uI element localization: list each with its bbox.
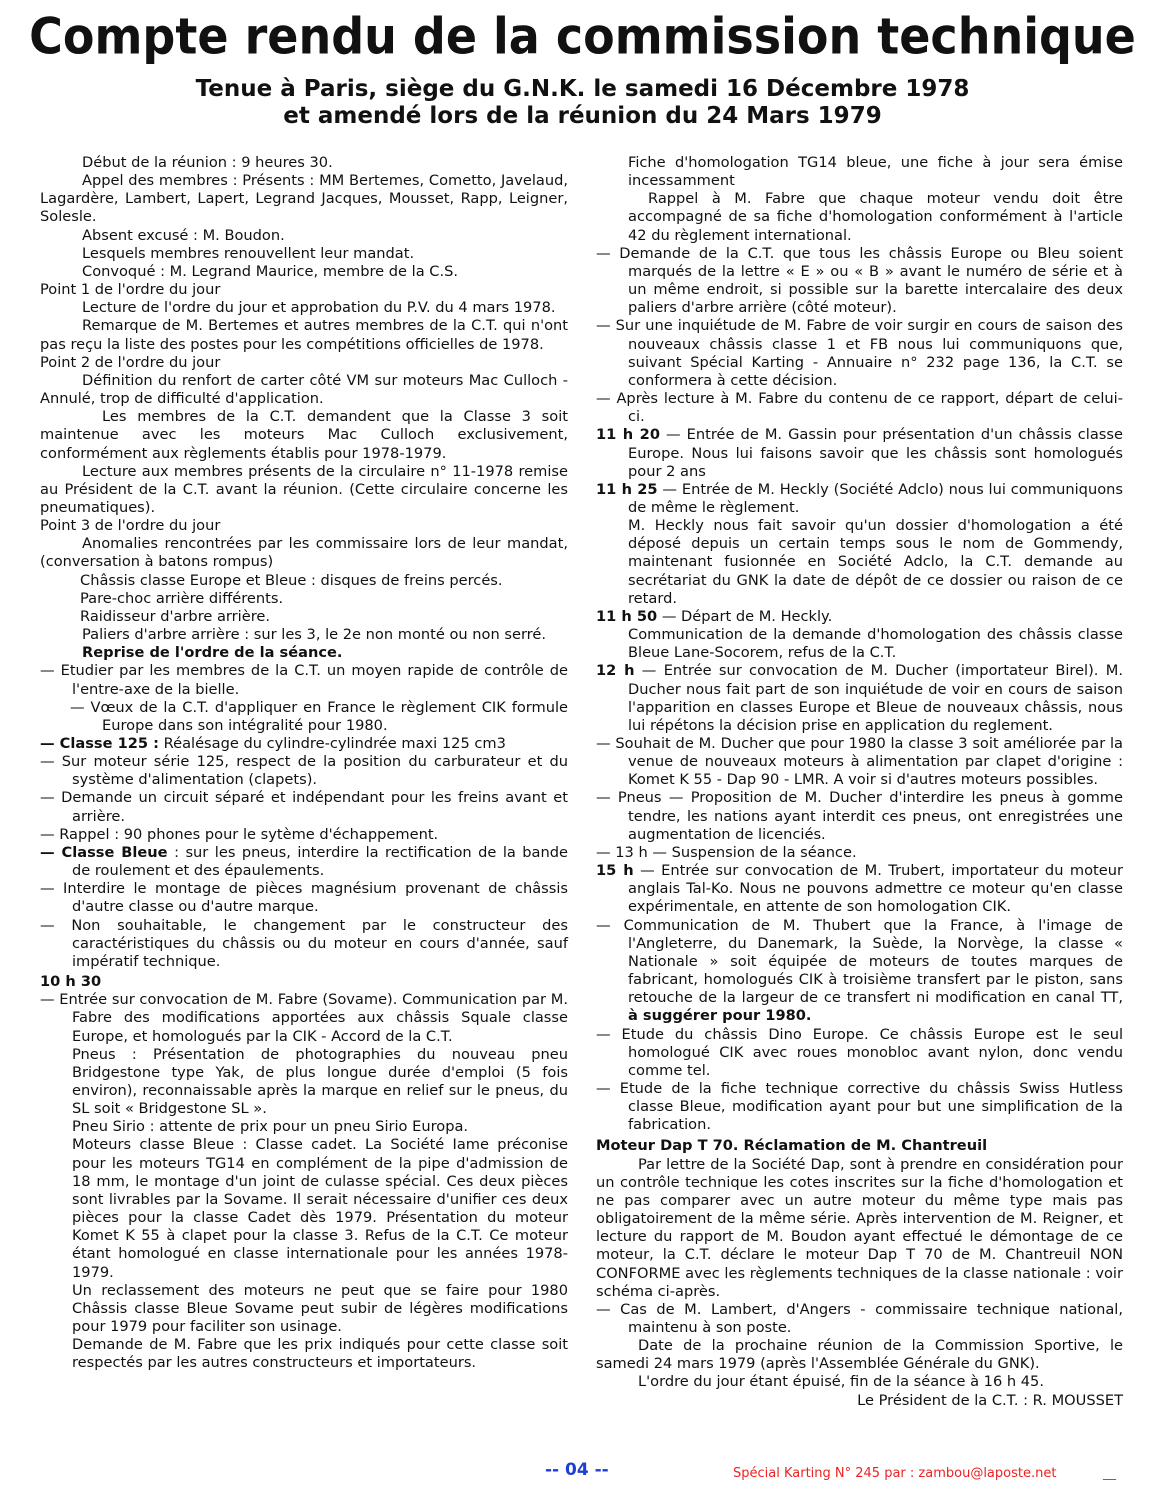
paragraph: Moteurs classe Bleue : Classe cadet. La Société Iame préconise pour les moteurs TG14 en complément de la pipe d'admission de 18 mm, le montage d'un joint de culasse spécial. Ces deux pièces sont livrables par la Sovame. Il serait nécessaire d'unifier ces deux pièces pour la classe Cadet dès 1979. Présentation du moteur Komet K 55 à clapet pour la classe 3. Refus de la C.T. Ce moteur étant homologué en classe internationale pour les années 1978-1979. <box>72 1136 568 1281</box>
dash-item: — 13 h — Suspension de la séance. <box>596 843 857 861</box>
paragraph: Appel des membres : Présents : MM Bertemes, Cometto, Javelaud, Lagardère, Lambert, Lapert, Legrand Jacques, Mousset, Rapp, Leigner, Solesle. <box>40 172 568 226</box>
paragraph: Les membres de la C.T. demandent que la Classe 3 soit maintenue avec les moteurs Mac Culloch exclusivement, conformément aux règlements établis pour 1978-1979. <box>40 408 568 462</box>
paragraph: Pneus : Présentation de photographies du nouveau pneu Bridgestone type Yak, de plus longue durée d'emploi (5 fois environ), reconnaissable après la marque en relief sur le pneus, du SL soit « Bridgestone SL ». <box>72 1045 568 1118</box>
paragraph: Lecture aux membres présents de la circulaire n° 11-1978 remise au Président de la C.T. avant la réunion. (Cette circulaire concerne les pneumatiques). <box>40 462 568 516</box>
paragraph: Début de la réunion : 9 heures 30. <box>82 154 333 171</box>
dash-item: — Etude de la fiche technique corrective du châssis Swiss Hutless classe Bleue, modification ayant pour but une simplification de la fabrication. <box>596 1079 1123 1134</box>
time-label: 11 h 50 <box>596 607 658 625</box>
section-heading: Point 2 de l'ordre du jour <box>40 353 221 371</box>
dash-item: — Sur moteur série 125, respect de la position du carburateur et du système d'alimentation (clapets). <box>40 753 568 789</box>
right-column <box>596 154 1123 1410</box>
list-item: Châssis classe Europe et Bleue : disques de freins percés. <box>80 571 503 589</box>
dash-item: — Après lecture à M. Fabre du contenu de ce rapport, départ de celui-ci. <box>596 390 1123 426</box>
time-item: 15 h — Entrée sur convocation de M. Trubert, importateur du moteur anglais Tal-Ko. Nous ne pouvons admettre ce moteur qu'en classe expérimentale, en attente de son homologation CIK. <box>596 862 1123 916</box>
dash-item: — Entrée sur convocation de M. Fabre (Sovame). Communication par M. Fabre des modifications apportées aux châssis Squale classe Europe, et homologués par la CIK - Accord de la C.T. <box>40 991 568 1045</box>
time-item: 11 h 50 — Départ de M. Heckly. <box>596 607 833 625</box>
paragraph: Absent excusé : M. Boudon. <box>82 226 285 244</box>
subtitle <box>0 76 1165 130</box>
subtitle-line-2: et amendé lors de la réunion du 24 Mars 1979 <box>283 103 882 129</box>
paragraph: Paliers d'arbre arrière : sur les 3, le 2e non monté ou non serré. <box>82 626 546 644</box>
subtitle-line-1: Tenue à Paris, siège du G.N.K. le samedi 16 Décembre 1978 <box>195 76 970 102</box>
time-label: 15 h <box>596 862 634 880</box>
dash-item: — Rappel : 90 phones pour le sytème d'échappement. <box>40 825 439 843</box>
page-title: Compte rendu de la commission technique <box>29 6 1136 66</box>
dash-item: — Souhait de M. Ducher que pour 1980 la classe 3 soit améliorée par la venue de nouveaux moteurs à alimentation par clapet d'origine : Komet K 55 - Dap 90 - LMR. A voir si d'autres moteurs possibles. <box>596 735 1123 789</box>
dash-item: — Etude du châssis Dino Europe. Ce châssis Europe est le seul homologué CIK avec roues monobloc avant nylon, donc vendu comme tel. <box>596 1025 1123 1079</box>
paragraph: Remarque de M. Bertemes et autres membres de la C.T. qui n'ont pas reçu la liste des postes pour les compétitions officielles de 1978. <box>40 317 568 353</box>
paragraph: Fiche d'homologation TG14 bleue, une fiche à jour sera émise incessamment <box>628 154 1123 190</box>
list-item: Raidisseur d'arbre arrière. <box>80 607 271 625</box>
time-label: 11 h 25 <box>596 480 658 498</box>
dash-item: — Cas de M. Lambert, d'Angers - commissaire technique national, maintenu à son poste. <box>596 1300 1123 1336</box>
dash-item: — Non souhaitable, le changement par le constructeur des caractéristiques du châssis ou du moteur en cours d'année, sauf impératif technique. <box>40 916 568 970</box>
signature-line: Le Président de la C.T. : R. MOUSSET <box>857 1391 1123 1409</box>
section-heading: Reprise de l'ordre de la séance. <box>82 644 343 662</box>
paragraph: Demande de M. Fabre que les prix indiqués pour cette classe soit respectés par les autres constructeurs et importateurs. <box>72 1336 568 1372</box>
dash-item: — Pneus — Proposition de M. Ducher d'interdire les pneus à gomme tendre, les nations ayant interdit ces pneus, ont enregistrées une augmentation de licenciés. <box>596 789 1123 843</box>
label-classe-125: — Classe 125 : <box>40 735 159 752</box>
time-label: 12 h <box>596 662 635 680</box>
left-column <box>40 154 568 1372</box>
footer-credit: Spécial Karting N° 245 par : zambou@laposte.net <box>733 1466 1057 1481</box>
dash-item: — Interdire le montage de pièces magnésium provenant de châssis d'autre classe ou d'autre marque. <box>40 880 568 916</box>
dash-item: — Demande de la C.T. que tous les châssis Europe ou Bleu soient marqués de la lettre « E » ou « B » avant le numéro de série et à un même endroit, si possible sur la barette intercalaire des deux paliers d'arbre arrière (côté moteur). <box>596 244 1123 317</box>
time-label: 11 h 20 <box>596 426 660 444</box>
dash-item: — Classe 125 : Réalésage du cylindre-cylindrée maxi 125 cm3 <box>40 735 506 752</box>
footer-mark: __ <box>1103 1466 1116 1481</box>
dash-item: — Demande un circuit séparé et indépendant pour les freins avant et arrière. <box>40 789 568 825</box>
time-item: 11 h 20 — Entrée de M. Gassin pour présentation d'un châssis classe Europe. Nous lui faisons savoir que les châssis sont homologués pour 2 ans <box>596 426 1123 480</box>
time-item: 11 h 25 — Entrée de M. Heckly (Société Adclo) nous lui communiquons de même le règlement. <box>596 480 1123 516</box>
paragraph: Anomalies rencontrées par les commissaire lors de leur mandat, (conversation à batons rompus) <box>40 535 568 571</box>
paragraph: Rappel à M. Fabre que chaque moteur vendu doit être accompagné de sa fiche d'homologation conformément à l'article 42 du règlement international. <box>628 190 1123 244</box>
section-heading: Point 3 de l'ordre du jour <box>40 517 221 535</box>
time-heading: 10 h 30 <box>40 973 102 991</box>
dash-item: — Etudier par les membres de la C.T. un moyen rapide de contrôle de l'entre-axe de la bielle. <box>40 662 568 698</box>
paragraph: L'ordre du jour étant épuisé, fin de la séance à 16 h 45. <box>638 1373 1044 1391</box>
paragraph: Définition du renfort de carter côté VM sur moteurs Mac Culloch - Annulé, trop de difficulté d'application. <box>40 371 568 408</box>
dash-item: — Sur une inquiétude de M. Fabre de voir surgir en cours de saison des nouveaux châssis classe 1 et FB nous lui communiquons que, suivant Spécial Karting - Annuaire n° 232 page 136, la C.T. se conformera à cette décision. <box>596 317 1123 389</box>
list-item: Pare-choc arrière différents. <box>80 589 284 607</box>
paragraph: Pneu Sirio : attente de prix pour un pneu Sirio Europa. <box>72 1118 469 1136</box>
paragraph: Convoqué : M. Legrand Maurice, membre de la C.S. <box>82 262 459 280</box>
dash-item: — Vœux de la C.T. d'appliquer en France le règlement CIK formule Europe dans son intégralité pour 1980. <box>70 698 568 734</box>
time-item: 12 h — Entrée sur convocation de M. Ducher (importateur Birel). M. Ducher nous fait part de son inquiétude de voir en cours de saison l'apparition en classes Europe et Bleue de nouveaux châssis, nous lui répétons la décision prise en application du reglement. <box>596 662 1123 734</box>
section-heading: Point 1 de l'ordre du jour <box>40 281 221 299</box>
dash-item: — Classe Bleue : sur les pneus, interdire la rectification de la bande de roulement et des épaulements. <box>40 843 568 880</box>
label-classe-bleue: — Classe Bleue <box>40 843 168 861</box>
paragraph: Un reclassement des moteurs ne peut que se faire pour 1980 Châssis classe Bleue Sovame peut subir de légères modifications pour 1979 pour faciliter son usinage. <box>72 1281 568 1335</box>
section-heading: Moteur Dap T 70. Réclamation de M. Chantreuil <box>596 1137 988 1155</box>
paragraph: Date de la prochaine réunion de la Commission Sportive, le samedi 24 mars 1979 (après l'Assemblée Générale du GNK). <box>596 1337 1123 1373</box>
paragraph: Lecture de l'ordre du jour et approbation du P.V. du 4 mars 1978. <box>82 299 556 317</box>
dash-item: — Communication de M. Thubert que la France, à l'image de l'Angleterre, du Danemark, la Suède, la Norvège, la classe « Nationale » soit équipée de moteurs de toutes marques de fabricant, homologués CIK à troisième transfert par le piston, sans retouche de la largeur de ce transfert ni modification en canal TT, à suggérer pour 1980. <box>596 916 1123 1025</box>
page-number: -- 04 -- <box>545 1460 609 1480</box>
paragraph: M. Heckly nous fait savoir qu'un dossier d'homologation a été déposé depuis un certain temps sous le nom de Gommendy, maintenant fusionnée en Société Adclo, la C.T. demande au secrétariat du GNK la date de dépôt de ce dossier ou raison de ce retard. <box>628 517 1123 607</box>
paragraph: Lesquels membres renouvellent leur mandat. <box>82 244 415 262</box>
paragraph: Par lettre de la Société Dap, sont à prendre en considération pour un contrôle technique les cotes inscrites sur la fiche d'homologation et ne pas comparer avec un autre moteur du même type mais pas obligatoirement de la même série. Après intervention de M. Reigner, et lecture du rapport de M. Boudon ayant effectué le démontage de ce moteur, la C.T. déclare le moteur Dap T 70 de M. Chantreuil NON CONFORME avec les règlements techniques de la classe nationale : voir schéma ci-après. <box>596 1155 1123 1300</box>
paragraph: Communication de la demande d'homologation des châssis classe Bleue Lane-Socorem, refus de la C.T. <box>628 626 1123 662</box>
